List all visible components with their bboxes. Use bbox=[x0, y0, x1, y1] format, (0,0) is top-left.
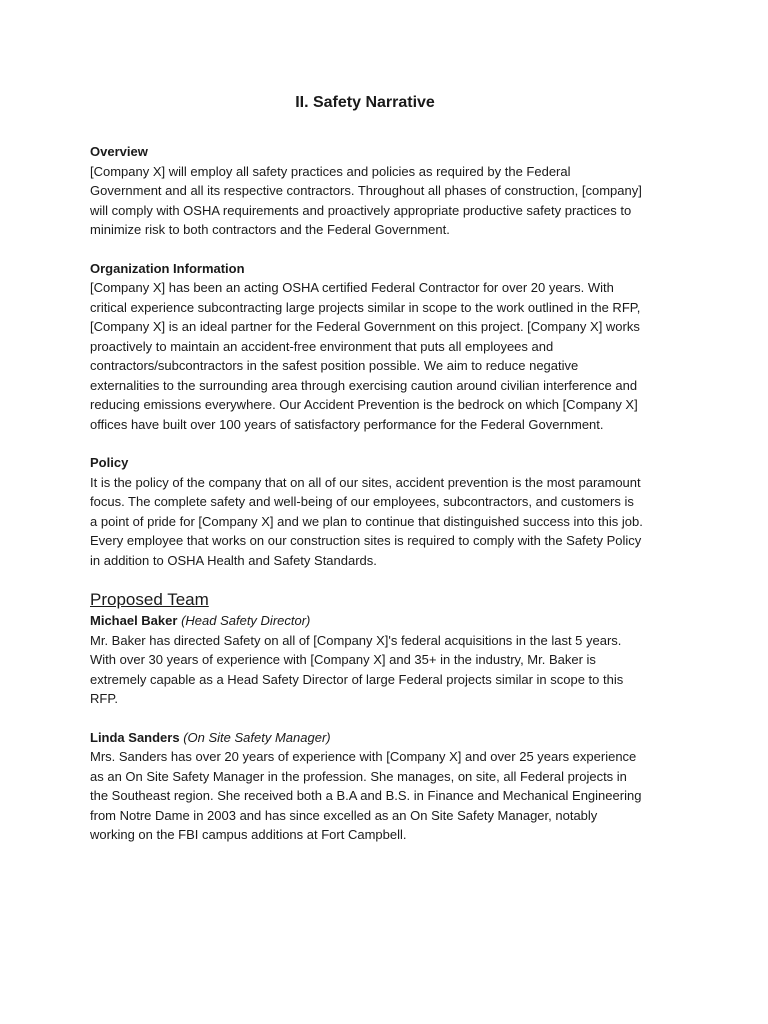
document-title: II. Safety Narrative bbox=[295, 94, 435, 111]
paragraph-line: Mrs. Sanders has over 20 years of experience with [Company X] and over 25 years experience bbox=[90, 749, 637, 764]
member-role: (On Site Safety Manager) bbox=[183, 729, 331, 745]
paragraph-line: in addition to OSHA Health and Safety Standards. bbox=[90, 552, 377, 568]
paragraph-line: minimize risk to both contractors and the Federal Government. bbox=[90, 222, 450, 237]
paragraph-line: [Company X] will employ all safety practices and policies as required by the Federal bbox=[90, 163, 571, 179]
member-name: Michael Baker bbox=[90, 613, 178, 628]
member-bio bbox=[90, 747, 690, 845]
paragraph-line: contractors/subcontractors in the safest position possible. We aim to reduce negative bbox=[90, 358, 579, 373]
document-page bbox=[90, 92, 690, 864]
section-organization-information bbox=[90, 259, 690, 435]
paragraph-line: from Notre Dame in 2003 and has since excelled as an On Site Safety Manager, notably bbox=[90, 807, 598, 823]
member-role: (Head Safety Director) bbox=[181, 613, 311, 628]
paragraph-line: working on the FBI campus additions at Fort Campbell. bbox=[90, 827, 407, 842]
paragraph-line: the Southeast region. She received both a B.A and B.S. in Finance and Mechanical Engineering bbox=[90, 788, 642, 803]
paragraph-line: proactively to maintain an accident-free environment that puts all employees and bbox=[90, 338, 554, 354]
section-paragraph bbox=[90, 473, 690, 571]
paragraph-line: Government and all its respective contractors. Throughout all phases of construction, [company] bbox=[90, 183, 642, 198]
team-heading: Proposed Team bbox=[90, 590, 209, 609]
paragraph-line: externalities to the surrounding area through exercising caution around civilian interference and bbox=[90, 377, 638, 393]
team-member-linda-sanders bbox=[90, 728, 690, 845]
member-header bbox=[90, 728, 690, 748]
paragraph-line: extremely capable as a Head Safety Director of large Federal projects similar in scope to this bbox=[90, 671, 624, 687]
team-member-michael-baker bbox=[90, 611, 690, 709]
section-paragraph bbox=[90, 162, 690, 240]
section-heading: Policy bbox=[90, 455, 129, 470]
paragraph-line: [Company X] is an ideal partner for the Federal Government on this project. [Company X] works bbox=[90, 319, 640, 334]
paragraph-line: focus. The complete safety and well-being of our employees, subcontractors, and customers is bbox=[90, 494, 634, 509]
section-policy bbox=[90, 453, 690, 570]
section-heading: Organization Information bbox=[90, 260, 245, 276]
paragraph-line: offices have built over 100 years of satisfactory performance for the Federal Government. bbox=[90, 416, 604, 432]
member-name: Linda Sanders bbox=[90, 729, 180, 745]
paragraph-line: Every employee that works on our construction sites is required to comply with the Safety Policy bbox=[90, 533, 642, 548]
paragraph-line: reducing emissions everywhere. Our Accident Prevention is the bedrock on which [Company X] bbox=[90, 397, 638, 412]
paragraph-line: will comply with OSHA requirements and proactively appropriate productive safety practices to bbox=[90, 202, 632, 218]
paragraph-line: as an On Site Safety Manager in the profession. She manages, on site, all Federal projects in bbox=[90, 768, 627, 784]
paragraph-line: [Company X] has been an acting OSHA certified Federal Contractor for over 20 years. With bbox=[90, 280, 614, 295]
paragraph-line: With over 30 years of experience with [Company X] and 35+ in the industry, Mr. Baker is bbox=[90, 652, 596, 667]
section-overview bbox=[90, 142, 690, 240]
paragraph-line: It is the policy of the company that on all of our sites, accident prevention is the most paramount bbox=[90, 474, 641, 490]
member-header bbox=[90, 611, 690, 631]
paragraph-line: RFP. bbox=[90, 691, 118, 706]
paragraph-line: critical experience subcontracting large projects similar in scope to the work outlined in the RFP, bbox=[90, 299, 641, 315]
paragraph-line: Mr. Baker has directed Safety on all of [Company X]'s federal acquisitions in the last 5 years. bbox=[90, 632, 622, 648]
section-heading: Overview bbox=[90, 144, 148, 159]
section-proposed-team bbox=[90, 589, 690, 845]
paragraph-line: a point of pride for [Company X] and we plan to continue that distinguished success into this job. bbox=[90, 513, 643, 529]
member-bio bbox=[90, 631, 690, 709]
section-paragraph bbox=[90, 278, 690, 434]
